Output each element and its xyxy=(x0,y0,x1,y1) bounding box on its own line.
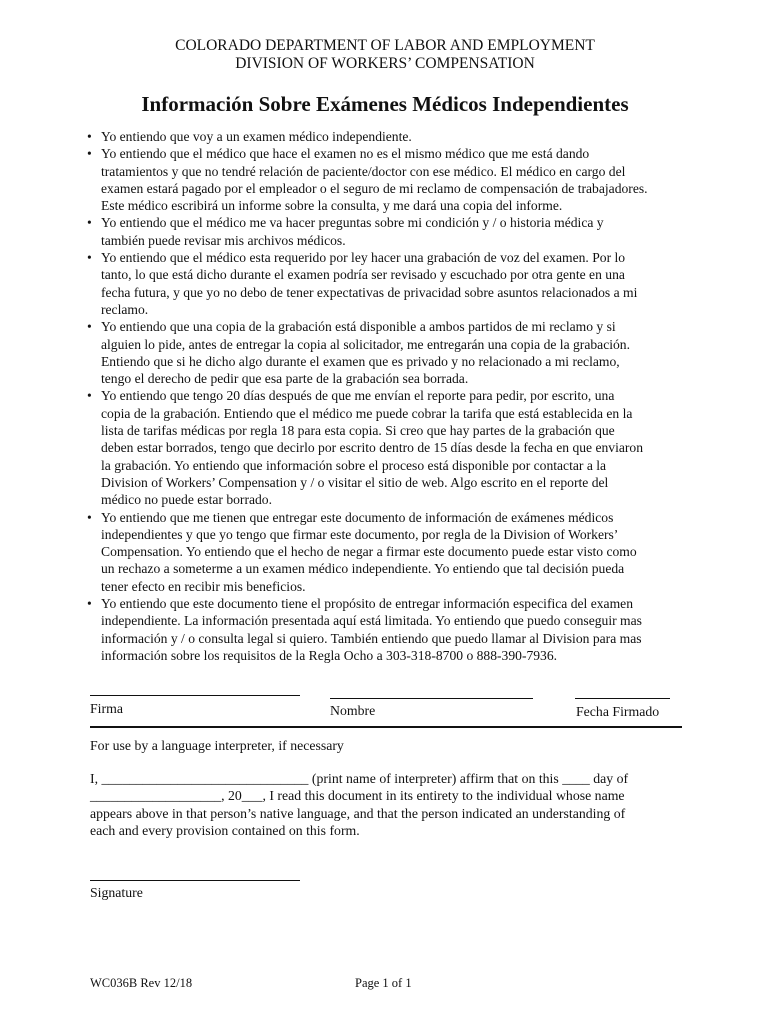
bullet-line: tanto, lo que está dicho durante el examen podría ser revisado y escuchado por otra gente en una xyxy=(101,267,625,283)
bullet-line: alguien lo pide, antes de entregar la copia al solicitador, me entregarán una copia de la grabación. xyxy=(101,336,631,352)
bullet-dot: • xyxy=(87,596,92,612)
bullet-dot: • xyxy=(87,215,92,231)
interpreter-heading: For use by a language interpreter, if necessary xyxy=(90,738,344,753)
bullet-dot: • xyxy=(87,146,92,162)
bullet-line: deben estar borrados, tengo que decirlo por escrito dentro de 15 días desde la fecha en que enviaron xyxy=(101,440,644,456)
section-divider xyxy=(90,726,682,728)
firma-label: Firma xyxy=(90,701,123,716)
bullet-line: Yo entiendo que este documento tiene el propósito de entregar información especifica del examen xyxy=(101,596,633,612)
interpreter-statement xyxy=(90,770,690,839)
bullet-item xyxy=(87,595,690,664)
bullet-dot: • xyxy=(87,129,92,144)
bullet-line: Yo entiendo que el médico me va hacer preguntas sobre mi condición y / o historia médica y xyxy=(101,215,604,231)
bullet-dot: • xyxy=(87,509,92,525)
bullet-item xyxy=(87,509,690,595)
fecha-line xyxy=(575,698,670,699)
bullet-line: información sobre los requisitos de la Regla Ocho a 303-318-8700 o 888-390-7936. xyxy=(101,647,558,663)
bullet-dot: • xyxy=(87,388,92,404)
bullet-line: un rechazo a someterme a un examen médico independiente. Yo entiendo que tal decisión pueda xyxy=(101,561,625,577)
interpreter-line: each and every provision contained on this form. xyxy=(90,822,360,838)
bullet-item xyxy=(87,318,690,387)
form-id: WC036B Rev 12/18 xyxy=(90,976,193,990)
document-title: Información Sobre Exámenes Médicos Independientes xyxy=(141,92,629,116)
bullet-line: Yo entiendo que voy a un examen médico independiente. xyxy=(101,129,412,144)
interpreter-line: appears above in that person’s native language, and that the person indicated an understanding of xyxy=(90,805,626,821)
bullet-line: independiente. La información presentada aquí está limitada. Yo entiendo que puedo conseguir mas xyxy=(101,613,642,629)
header-division: DIVISION OF WORKERS’ COMPENSATION xyxy=(235,55,535,72)
bullet-line: tengo el derecho de pedir que esa parte de la grabación sea borrada. xyxy=(101,371,469,387)
bullet-line: médico no puede estar borrado. xyxy=(101,492,272,508)
interpreter-signature-label: Signature xyxy=(90,885,143,900)
bullet-line: tener efecto en recibir mis beneficios. xyxy=(101,578,306,594)
bullet-line: Yo entiendo que el médico esta requerido por ley hacer una grabación de voz del examen. Por lo xyxy=(101,250,626,266)
bullet-line: Este médico escribirá un informe sobre la consulta, y me dará una copia del informe. xyxy=(101,198,563,214)
bullet-line: información y / o consulta legal si quiero. También entiendo que puedo llamar al Division para mas xyxy=(101,630,642,646)
bullet-item xyxy=(87,387,690,508)
bullet-line: independientes y que yo tengo que firmar este documento, por regla de la Division of Workers’ xyxy=(101,526,619,542)
bullet-line: Yo entiendo que me tienen que entregar este documento de información de exámenes médicos xyxy=(101,509,614,525)
bullet-dot: • xyxy=(87,319,92,335)
bullet-line: Yo entiendo que una copia de la grabación está disponible a ambos partidos de mi reclamo y si xyxy=(101,319,616,335)
nombre-line xyxy=(330,698,533,699)
bullet-line: examen estará pagado por el empleador o el seguro de mi reclamo de compensación de trabajadores. xyxy=(101,180,648,196)
bullet-line: Division of Workers’ Compensation y / o visitar el sitio de web. Algo escrito en el reporte del xyxy=(101,474,609,490)
bullet-line: Entiendo que si he dicho algo durante el examen que es privado y no relacionado a mi reclamo, xyxy=(101,353,620,369)
bullet-line: reclamo. xyxy=(101,301,149,317)
bullet-item xyxy=(87,249,690,318)
bullet-line: copia de la grabación. Entiendo que el médico me puede cobrar la tarifa que está establecida en la xyxy=(101,405,633,421)
page-number: Page 1 of 1 xyxy=(355,976,412,990)
bullet-line: tratamientos y que no tendré relación de paciente/doctor con ese médico. El médico en cargo del xyxy=(101,163,626,179)
bullet-dot: • xyxy=(87,250,92,266)
bullet-line: también puede revisar mis archivos médicos. xyxy=(101,232,346,248)
bullet-line: Yo entiendo que tengo 20 días después de que me envían el reporte para pedir, por escrito, una xyxy=(101,388,615,404)
bullet-line: Yo entiendo que el médico que hace el examen no es el mismo médico que me está dando xyxy=(101,146,590,162)
fecha-label: Fecha Firmado xyxy=(576,704,660,719)
interpreter-line: ___________________, 20___, I read this document in its entirety to the individual whose name xyxy=(90,788,625,804)
bullet-line: la grabación. Yo entiendo que información sobre el proceso está disponible por contactar a la xyxy=(101,457,607,473)
interpreter-line: I, ______________________________ (print name of interpreter) affirm that on this ____ day of xyxy=(90,771,629,786)
nombre-label: Nombre xyxy=(330,703,376,718)
bullet-item xyxy=(87,145,690,214)
bullet-item xyxy=(87,128,690,145)
bullet-line: lista de tarifas médicas por regla 18 para esta copia. Si creo que hay partes de la grabación que xyxy=(101,423,615,439)
bullet-line: fecha futura, y que yo no debo de tener expectativas de privacidad sobre asuntos relacionados a mi xyxy=(101,284,638,300)
interpreter-signature-line xyxy=(90,880,300,881)
firma-line xyxy=(90,695,300,696)
header-agency: COLORADO DEPARTMENT OF LABOR AND EMPLOYMENT xyxy=(175,37,595,54)
bullet-list xyxy=(87,128,690,664)
bullet-line: Compensation. Yo entiendo que el hecho de negar a firmar este documento puede estar visto como xyxy=(101,544,637,560)
document-header xyxy=(0,37,770,73)
bullet-item xyxy=(87,214,690,249)
